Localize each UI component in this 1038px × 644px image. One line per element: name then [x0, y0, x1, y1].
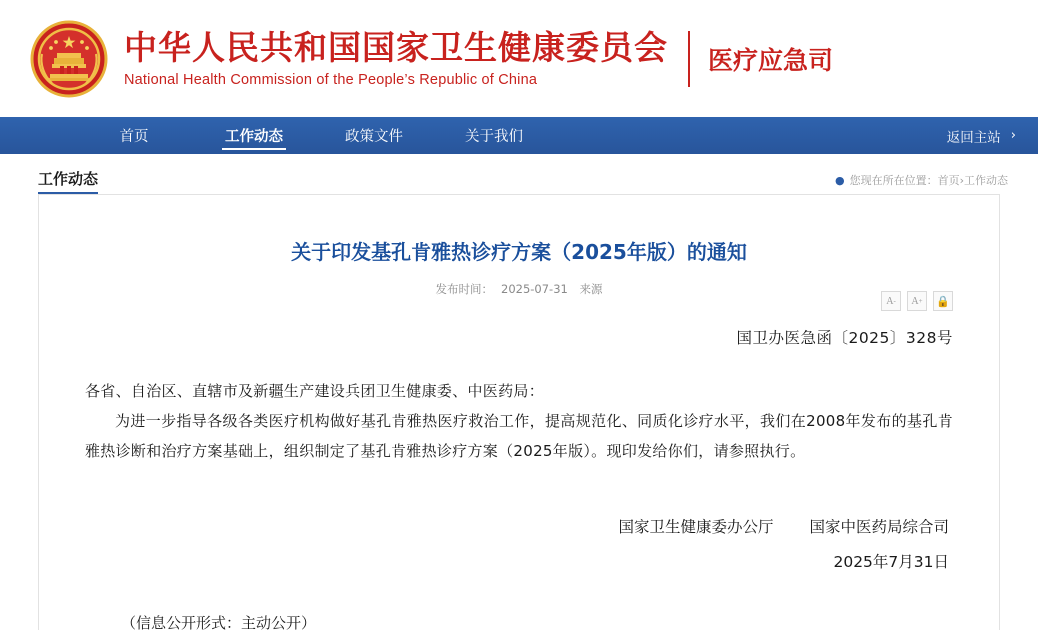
signature-left: 国家卫生健康委办公厅: [618, 518, 774, 536]
breadcrumb: [835, 172, 1008, 194]
nav-return-label: 返回主站: [946, 129, 1001, 146]
nav-item-work-updates[interactable]: 工作动态: [194, 117, 314, 154]
document-number: 国卫办医急函〔2025〕328号: [736, 329, 953, 347]
document-paragraph: 为进一步指导各级各类医疗机构做好基孔肯雅热医疗救治工作，提高规范化、同质化诊疗水平，我们在2008年发布的基孔肯雅热诊断和治疗方案基础上，组织制定了基孔肯雅热诊疗方案（2025年版）。现印发给你们，请参照执行。: [85, 412, 953, 460]
page-title: 工作动态: [38, 172, 98, 194]
font-increase-sup: +: [918, 297, 923, 305]
breadcrumb-bar: [0, 154, 1038, 194]
nav-item-policy-documents[interactable]: 政策文件: [345, 129, 403, 145]
article-card: [38, 194, 1000, 630]
font-increase-label: A: [911, 295, 919, 307]
article-body: [85, 323, 953, 638]
signature-right: 国家中医药局综合司: [809, 518, 949, 536]
nav-item-about-us[interactable]: 关于我们: [465, 129, 523, 145]
source-label: 来源: [579, 282, 603, 296]
disclosure-note: （信息公开形式：主动公开）: [121, 614, 317, 632]
header-divider: [688, 31, 690, 87]
font-decrease-label: A: [886, 295, 894, 307]
document-signatures: [85, 512, 953, 543]
document-addressee: 各省、自治区、直辖市及新疆生产建设兵团卫生健康委、中医药局：: [85, 382, 545, 400]
font-decrease-sup: -: [893, 297, 896, 305]
lock-icon[interactable]: 🔒: [933, 291, 953, 311]
site-title-en: National Health Commission of the People’s Republic of China: [124, 72, 538, 89]
header-title-block: [124, 29, 833, 89]
font-increase-button[interactable]: [907, 291, 927, 311]
nav-item-home[interactable]: 首页: [119, 129, 149, 145]
publish-time-value: 2025-07-31: [501, 282, 568, 296]
breadcrumb-current: 工作动态: [964, 174, 1008, 187]
site-title-cn: 中华人民共和国国家卫生健康委员会: [124, 27, 668, 67]
chevron-right-icon: ›: [1010, 128, 1016, 143]
article-title: 关于印发基孔肯雅热诊疗方案（2025年版）的通知: [291, 240, 747, 264]
national-emblem-icon: [30, 20, 108, 98]
breadcrumb-separator: ›: [959, 173, 964, 187]
main-navigation: [0, 117, 1038, 154]
site-subdepartment: 医疗应急司: [708, 45, 834, 75]
breadcrumb-prefix: 您现在所在位置：: [849, 174, 938, 187]
breadcrumb-link-home[interactable]: 首页: [937, 174, 960, 187]
article-meta: [85, 281, 953, 297]
signature-date: 2025年7月31日: [833, 553, 949, 571]
site-header: [0, 0, 1038, 117]
nav-return-main-site[interactable]: [947, 117, 1038, 154]
map-pin-icon: ●: [834, 173, 845, 187]
font-decrease-button[interactable]: [881, 291, 901, 311]
publish-time-label: 发布时间：: [435, 282, 493, 296]
article-toolbar: [881, 291, 953, 311]
